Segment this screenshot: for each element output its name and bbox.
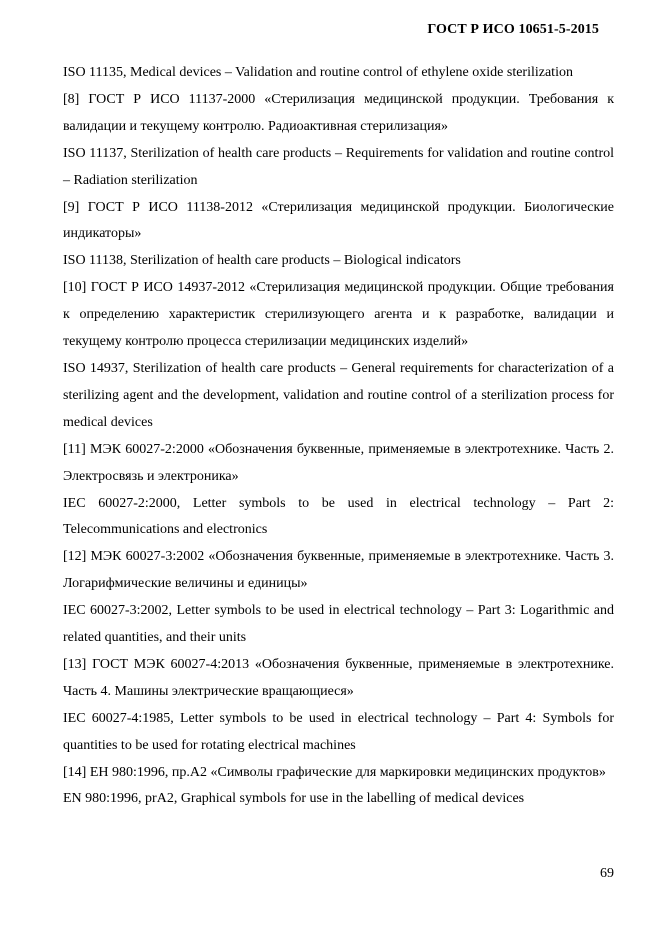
document-header: ГОСТ Р ИСО 10651-5-2015 — [427, 22, 599, 37]
bibliography-entry: IEC 60027-3:2002, Letter symbols to be used in electrical technology – Part 3: Logarithmic and related quantities, and their units — [63, 603, 614, 646]
bibliography-entry: IEC 60027-2:2000, Letter symbols to be used in electrical technology – Part 2: Telecommunications and electronics — [63, 495, 614, 538]
bibliography-entry: ISO 11138, Sterilization of health care products – Biological indicators — [63, 253, 461, 269]
bibliography-entry: EN 980:1996, prA2, Graphical symbols for use in the labelling of medical devices — [63, 791, 525, 807]
bibliography-entry: ISO 11135, Medical devices – Validation and routine control of ethylene oxide sterilization — [63, 65, 573, 80]
bibliography-entry: [14] ЕН 980:1996, пр.А2 «Символы графические для маркировки медицинских продуктов» — [63, 764, 606, 780]
bibliography-entry: ISO 14937, Sterilization of health care products – General requirements for characterization of a sterilizing agent and the development, validation and routine control of a sterilization process for medical devices — [63, 360, 614, 430]
bibliography-entry: [8] ГОСТ Р ИСО 11137-2000 «Стерилизация медицинской продукции. Требования к валидации и текущему контролю. Радиоактивная стерилизация» — [63, 91, 614, 134]
bibliography-entry: ISO 11137, Sterilization of health care products – Requirements for validation and routine control – Radiation sterilization — [63, 145, 614, 188]
bibliography-entry: [12] МЭК 60027-3:2002 «Обозначения буквенные, применяемые в электротехнике. Часть 3. Логарифмические величины и единицы» — [63, 549, 614, 592]
bibliography-entry: [9] ГОСТ Р ИСО 11138-2012 «Стерилизация медицинской продукции. Биологические индикаторы» — [63, 199, 614, 242]
bibliography-entry: [13] ГОСТ МЭК 60027-4:2013 «Обозначения буквенные, применяемые в электротехнике. Часть 4. Машины электрические вращающиеся» — [63, 656, 614, 699]
page-number: 69 — [600, 866, 614, 881]
bibliography-list — [63, 60, 614, 813]
bibliography-entry: [11] МЭК 60027-2:2000 «Обозначения буквенные, применяемые в электротехнике. Часть 2. Электросвязь и электроника» — [63, 441, 614, 484]
bibliography-entry: IEC 60027-4:1985, Letter symbols to be used in electrical technology – Part 4: Symbols for quantities to be used for rotating electrical machines — [63, 710, 614, 753]
bibliography-entry: [10] ГОСТ Р ИСО 14937-2012 «Стерилизация медицинской продукции. Общие требования к определению характеристик стерилизующего агента и к разработке, валидации и текущему контролю процесса стерилизации медицинских изделий» — [63, 280, 614, 350]
